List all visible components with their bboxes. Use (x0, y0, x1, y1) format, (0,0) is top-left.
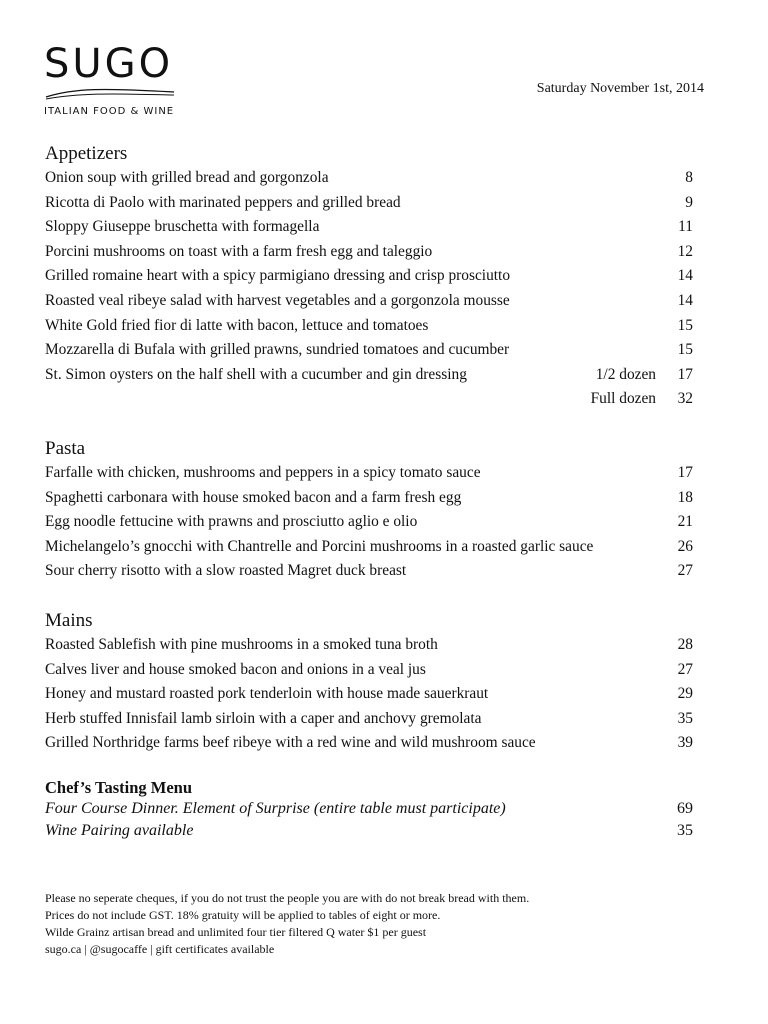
menu-item-price: 9 (685, 193, 693, 211)
footer-notes (45, 890, 529, 958)
menu-item-name: Michelangelo’s gnocchi with Chantrelle and Porcini mushrooms in a roasted garlic sauce (45, 537, 594, 555)
tasting-list (45, 798, 695, 842)
menu-item-price: 18 (677, 488, 693, 506)
pasta-list (45, 461, 695, 584)
menu-date: Saturday November 1st, 2014 (536, 81, 704, 96)
footer-line: Prices do not include GST. 18% gratuity will be applied to tables of eight or more. (45, 908, 441, 922)
menu-item (45, 633, 695, 658)
brand-logo (44, 41, 184, 117)
menu-item-name: Onion soup with grilled bread and gorgonzola (45, 169, 329, 186)
brand-tagline: ITALIAN FOOD & WINE (44, 106, 175, 117)
footer-line: sugo.ca | @sugocaffe | gift certificates available (45, 942, 275, 956)
menu-item-name: Roasted Sablefish with pine mushrooms in a smoked tuna broth (45, 636, 438, 653)
brand-name: SUGO (44, 41, 174, 87)
menu-item-name: Sloppy Giuseppe bruschetta with formagella (45, 218, 320, 236)
tasting-section (45, 778, 695, 842)
menu-item (45, 731, 695, 756)
menu-item-price: 26 (677, 537, 693, 555)
pasta-section (45, 437, 695, 584)
menu-item-price: 39 (677, 734, 693, 752)
menu-item-price: 21 (677, 513, 693, 531)
menu-item-name: Egg noodle fettucine with prawns and prosciutto aglio e olio (45, 513, 418, 531)
menu-item (45, 240, 695, 265)
menu-item-name: Honey and mustard roasted pork tenderloin with house made sauerkraut (45, 685, 489, 703)
menu-item-price: 15 (677, 341, 693, 359)
menu-item-name: Ricotta di Paolo with marinated peppers and grilled bread (45, 193, 401, 211)
menu-item-name: Wine Pairing available (45, 822, 194, 839)
menu-item (45, 510, 695, 535)
menu-item (45, 387, 695, 412)
menu-item-price: 35 (677, 709, 693, 727)
mains-list (45, 633, 695, 756)
menu-item (45, 682, 695, 707)
footer-line: Please no seperate cheques, if you do not trust the people you are with do not break bread with them. (45, 891, 530, 905)
menu-item-name: St. Simon oysters on the half shell with a cucumber and gin dressing (45, 365, 467, 383)
menu-item (45, 166, 695, 191)
menu-item-name: Herb stuffed Innisfail lamb sirloin with a caper and anchovy gremolata (45, 709, 482, 727)
menu-item (45, 707, 695, 732)
menu-item-price: 32 (677, 390, 693, 408)
menu-item-price: 69 (677, 800, 693, 817)
appetizers-section (45, 142, 695, 412)
footer-line: Wilde Grainz artisan bread and unlimited four tier filtered Q water $1 per guest (45, 925, 427, 939)
menu-item (45, 264, 695, 289)
menu-item (45, 314, 695, 339)
menu-item (45, 363, 695, 388)
menu-item (45, 338, 695, 363)
menu-item (45, 461, 695, 486)
menu-item-name: Farfalle with chicken, mushrooms and peppers in a spicy tomato sauce (45, 464, 481, 481)
menu-item-name: Roasted veal ribeye salad with harvest vegetables and a gorgonzola mousse (45, 291, 510, 309)
menu-item-price: 11 (678, 218, 693, 236)
menu-item-price: 14 (677, 267, 693, 285)
menu-item-price: 17 (677, 365, 693, 383)
menu-item-quantity: 1/2 dozen (595, 365, 656, 383)
menu-item-price: 17 (677, 464, 693, 481)
menu-item-name: Mozzarella di Bufala with grilled prawns, sundried tomatoes and cucumber (45, 341, 510, 359)
menu-item-name: Grilled romaine heart with a spicy parmigiano dressing and crisp prosciutto (45, 267, 511, 285)
section-title: Pasta (45, 438, 86, 459)
appetizers-list (45, 166, 695, 412)
menu-item-price: 15 (677, 316, 693, 334)
menu-item (45, 215, 695, 240)
menu-item-price: 12 (677, 242, 693, 260)
menu-item (45, 798, 695, 820)
menu-item-name: Grilled Northridge farms beef ribeye with a red wine and wild mushroom sauce (45, 734, 536, 752)
menu-item-name: Calves liver and house smoked bacon and onions in a veal jus (45, 660, 426, 678)
menu-item-name: Sour cherry risotto with a slow roasted Magret duck breast (45, 562, 407, 580)
section-title: Chef’s Tasting Menu (45, 778, 192, 797)
menu-item-name: Four Course Dinner. Element of Surprise (entire table must participate) (45, 800, 506, 817)
menu-item-price: 28 (677, 636, 693, 653)
mains-section (45, 609, 695, 756)
menu-item (45, 191, 695, 216)
menu-item-name: Porcini mushrooms on toast with a farm fresh egg and taleggio (45, 242, 433, 260)
menu-item-price: 35 (677, 822, 693, 839)
menu-item (45, 535, 695, 560)
section-title: Mains (45, 610, 93, 631)
menu-item-quantity: Full dozen (590, 390, 656, 408)
menu-item (45, 486, 695, 511)
menu-item-name: Spaghetti carbonara with house smoked bacon and a farm fresh egg (45, 488, 462, 506)
menu-item (45, 559, 695, 584)
menu-item-price: 27 (677, 562, 693, 580)
menu-item (45, 289, 695, 314)
menu-item-price: 29 (677, 685, 693, 703)
menu-item-price: 8 (685, 169, 693, 186)
logo-swoosh-icon (44, 86, 176, 100)
menu-item (45, 820, 695, 842)
menu-item-name: White Gold fried fior di latte with bacon, lettuce and tomatoes (45, 316, 429, 334)
section-title: Appetizers (45, 143, 128, 164)
menu-item-price: 27 (677, 660, 693, 678)
menu-item (45, 658, 695, 683)
menu-item-price: 14 (677, 291, 693, 309)
